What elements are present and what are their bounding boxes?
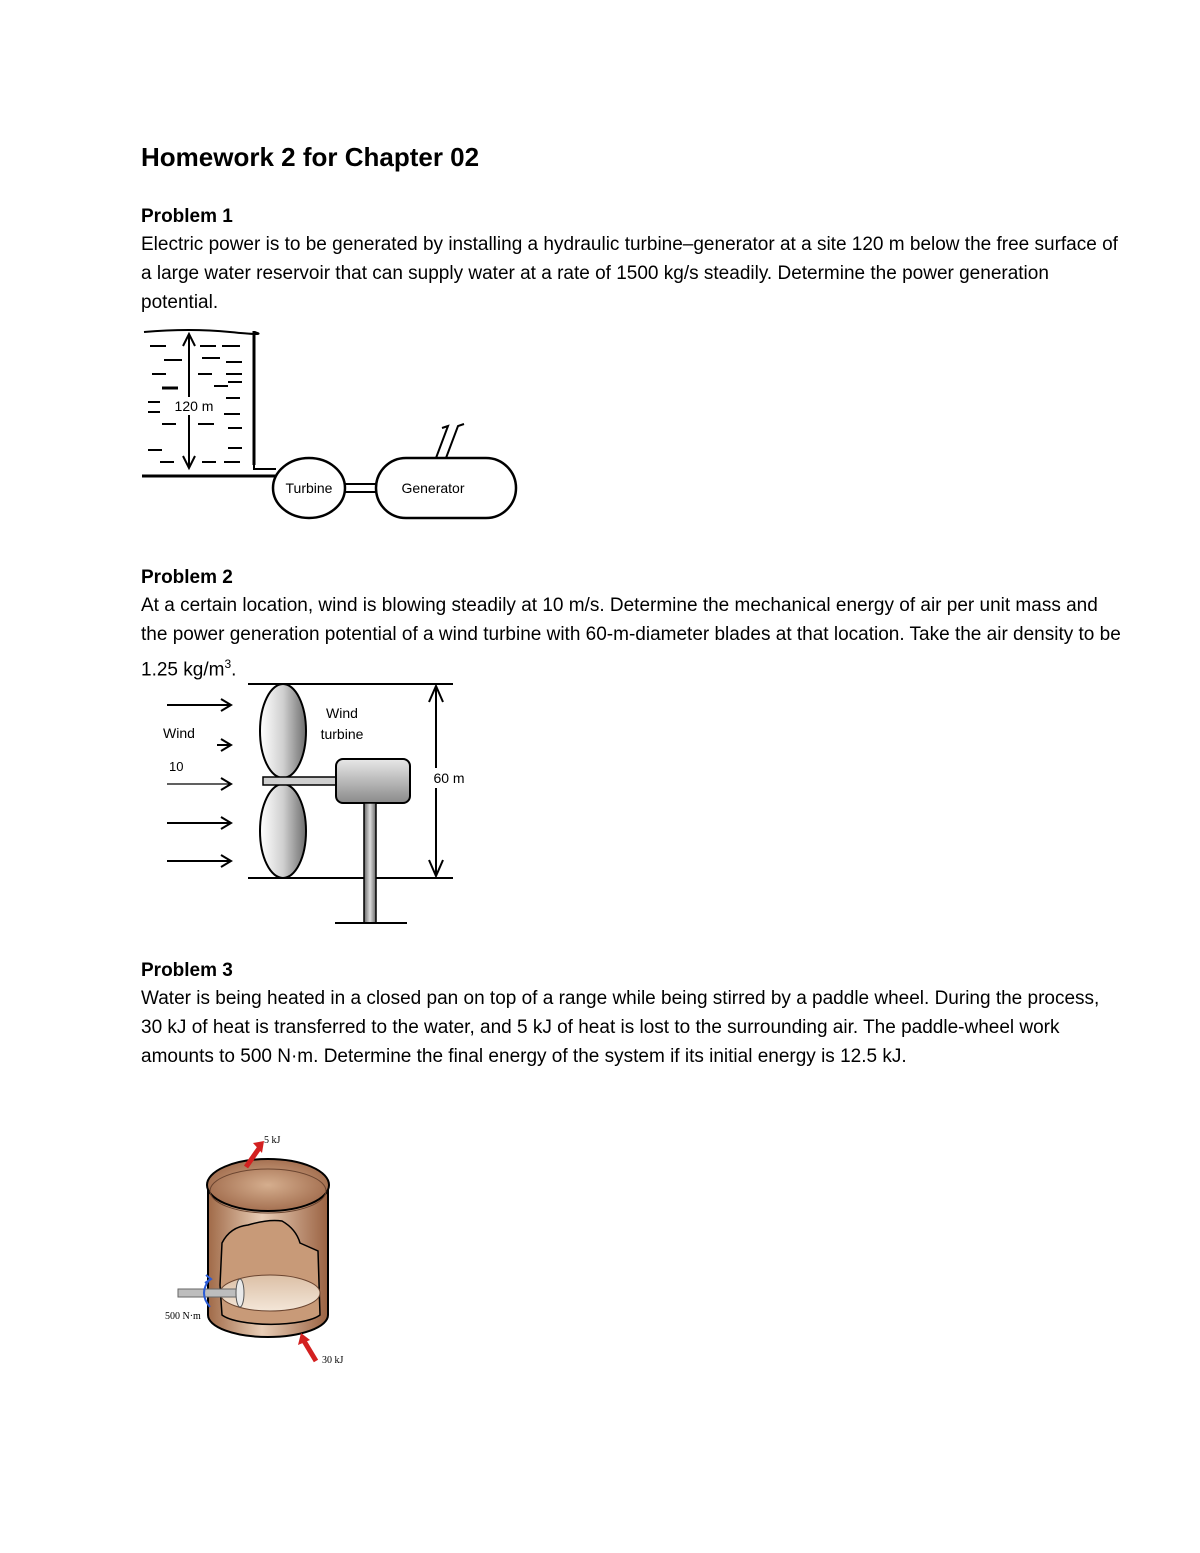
work-label: 500 N·m [165, 1311, 201, 1322]
heat-out-label: 5 kJ [264, 1135, 281, 1146]
nacelle [336, 759, 410, 803]
problem-2-figure [155, 678, 465, 928]
problem-1-heading: Problem 1 [141, 206, 233, 227]
diameter-label: 60 m [433, 770, 465, 786]
turbine-label: Turbine [285, 480, 333, 496]
heat-in-arrow-icon [304, 1341, 316, 1361]
problem-2-text: At a certain location, wind is blowing steadily at 10 m/s. Determine the mechanical energy of air per unit mass and the power generation potential of a wind turbine with 60-m-diameter blades at that location. Take the air density to be 1.25 $kg/m^3$. [141, 595, 1121, 680]
page-title: Homework 2 for Chapter 02 [141, 142, 480, 172]
problem-3-text: Water is being heated in a closed pan on top of a range while being stirred by a paddle wheel. During the process, 30 kJ of heat is transferred to the water, and 5 kJ of heat is lost to the surrounding air. The paddle-wheel work amounts to 500 N·m. Determine the final energy of the system if its initial energy is 12.5 kJ. [141, 988, 1100, 1067]
reservoir-surface [144, 330, 259, 334]
problem-1-text: Electric power is to be generated by installing a hydraulic turbine–generator at a site 120 m below the free surface of a large water reservoir that can supply water at a rate of 1500 kg/s steadily. Determine the power generation potential. [141, 234, 1118, 313]
paddle-shaft [178, 1289, 242, 1297]
output-wire-icon [436, 426, 448, 458]
blade-lower [260, 784, 306, 878]
problem-1-figure [130, 322, 530, 527]
blade-upper [260, 684, 306, 778]
heat-in-label: 30 kJ [322, 1355, 344, 1366]
problem-3-heading: Problem 3 [141, 960, 233, 981]
generator-label: Generator [401, 480, 465, 496]
turbine-label-line1: Wind [326, 705, 358, 721]
height-label: 120 m [174, 398, 214, 414]
tower [364, 803, 376, 923]
paddle-wheel [236, 1279, 244, 1307]
pan-lid [207, 1159, 329, 1211]
problem-2-heading: Problem 2 [141, 567, 233, 588]
problem-3-figure [150, 1125, 370, 1375]
wind-label: Wind [163, 725, 195, 741]
turbine-label-line2: turbine [320, 726, 364, 742]
wind-speed-label: 10 [169, 759, 184, 774]
